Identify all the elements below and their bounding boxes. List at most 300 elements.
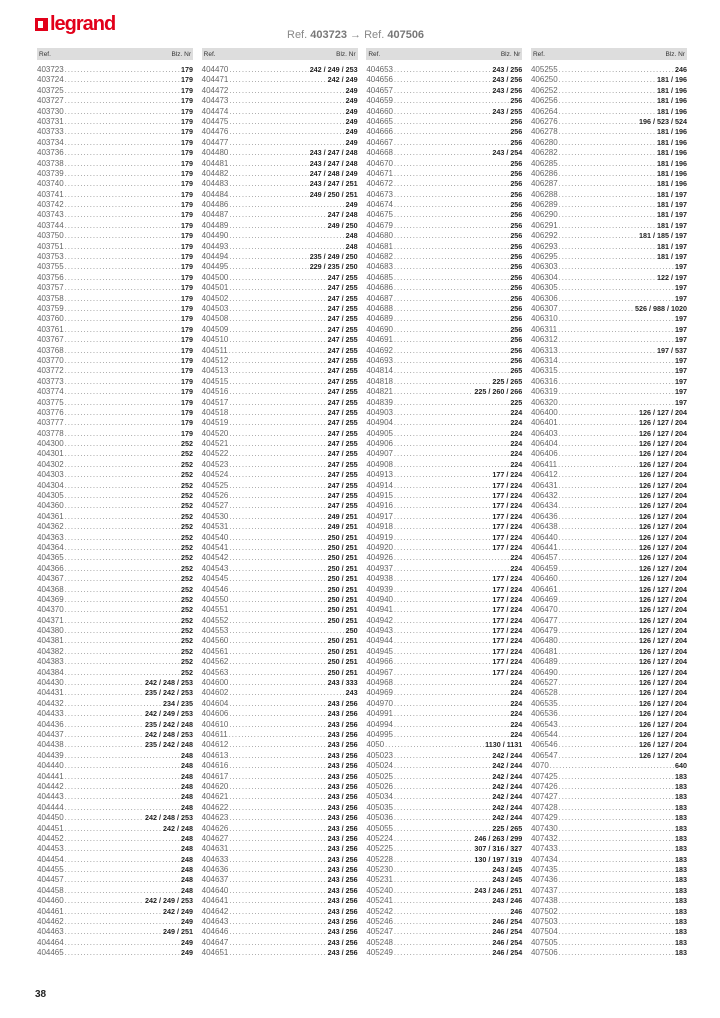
page-reference: 225 [510, 397, 523, 407]
index-row [366, 470, 522, 480]
ref-number: 406527 [530, 678, 558, 688]
dot-leader [559, 160, 656, 170]
index-row [531, 730, 687, 740]
ref-number: 407432 [530, 833, 558, 843]
page-reference: 247 / 255 [327, 324, 358, 334]
ref-number: 404688 [366, 303, 394, 313]
ref-number: 404966 [366, 657, 394, 667]
page-reference: 243 / 256 [327, 927, 358, 937]
ref-number: 404610 [201, 719, 229, 729]
dot-leader [394, 949, 491, 959]
index-row [37, 408, 193, 418]
index-row [366, 574, 522, 584]
page-reference: 197 [674, 262, 687, 272]
index-row [202, 865, 358, 875]
index-row [531, 418, 687, 428]
column-header-page: Blz. Nr [665, 50, 685, 58]
dot-leader [229, 108, 344, 118]
page-reference: 177 / 224 [492, 605, 523, 615]
ref-number: 404941 [366, 605, 394, 615]
ref-number: 404362 [37, 522, 64, 532]
index-row [202, 96, 358, 106]
dot-leader [229, 575, 326, 585]
ref-number: 404305 [37, 491, 64, 501]
ref-number: 404361 [37, 511, 64, 521]
ref-number: 403772 [37, 366, 64, 376]
ref-number: 407430 [530, 823, 558, 833]
index-row [202, 65, 358, 75]
dot-leader [559, 482, 638, 492]
page-reference: 247 / 255 [327, 293, 358, 303]
page-reference: 126 / 127 / 204 [639, 542, 687, 552]
ref-number: 406256 [530, 96, 558, 106]
page-reference: 243 / 255 [492, 106, 523, 116]
index-row [202, 875, 358, 885]
page-reference: 256 [510, 189, 523, 199]
ref-number: 404942 [366, 615, 394, 625]
page-reference: 197 [674, 355, 687, 365]
page-reference: 229 / 235 / 250 [309, 262, 358, 272]
dot-leader [559, 679, 638, 689]
page-reference: 256 [510, 168, 523, 178]
ref-number: 403768 [37, 345, 64, 355]
index-row [37, 439, 193, 449]
dot-leader [229, 295, 326, 305]
page-reference: 252 [181, 615, 193, 625]
page-reference: 252 [181, 470, 193, 480]
dot-leader [229, 471, 326, 481]
ref-number: 407428 [530, 802, 558, 812]
page-reference: 179 [181, 376, 193, 386]
dot-leader [65, 76, 180, 86]
ref-number: 406287 [530, 179, 558, 189]
index-row [37, 751, 193, 761]
ref-number: 404633 [201, 854, 229, 864]
column-header-page: Blz. Nr [171, 50, 191, 58]
dot-leader [394, 679, 509, 689]
ref-number: 407502 [530, 906, 558, 916]
page-reference: 249 [345, 127, 358, 137]
dot-leader [394, 845, 473, 855]
dot-leader [394, 669, 491, 679]
dot-leader [394, 648, 491, 658]
index-row [366, 335, 522, 345]
ref-number: 404656 [366, 75, 394, 85]
index-row [366, 242, 522, 252]
page-reference: 247 / 255 [327, 491, 358, 501]
ref-number: 404431 [37, 688, 64, 698]
index-row [531, 948, 687, 958]
dot-leader [65, 315, 180, 325]
reference-index [37, 48, 687, 959]
page-reference: 250 / 251 [327, 646, 358, 656]
page-reference: 197 [674, 314, 687, 324]
dot-leader [65, 689, 144, 699]
dot-leader [559, 170, 656, 180]
dot-leader [65, 399, 180, 409]
dot-leader [559, 866, 674, 876]
dot-leader [394, 596, 491, 606]
dot-leader [229, 211, 326, 221]
dot-leader [394, 835, 473, 845]
ref-number: 406305 [530, 283, 558, 293]
dot-leader [229, 76, 326, 86]
page-reference: 179 [181, 127, 193, 137]
page-reference: 197 [674, 283, 687, 293]
index-row [202, 159, 358, 169]
index-row [37, 512, 193, 522]
ref-number: 404494 [201, 252, 229, 262]
index-row [366, 418, 522, 428]
page-reference: 247 / 255 [327, 314, 358, 324]
dot-leader [394, 180, 509, 190]
ref-number: 406460 [530, 574, 558, 584]
index-row [366, 740, 522, 750]
dot-leader [229, 482, 326, 492]
index-row [366, 896, 522, 906]
ref-number: 404510 [201, 335, 229, 345]
index-row [202, 844, 358, 854]
dot-leader [65, 773, 180, 783]
ref-number: 404302 [37, 459, 64, 469]
ref-number: 404531 [201, 522, 229, 532]
ref-number: 404443 [37, 792, 64, 802]
page-reference: 179 [181, 366, 193, 376]
index-row [531, 522, 687, 532]
index-row [366, 533, 522, 543]
ref-number: 404917 [366, 511, 394, 521]
dot-leader [394, 804, 491, 814]
dot-leader [394, 118, 509, 128]
dot-leader [229, 222, 326, 232]
dot-leader [65, 180, 180, 190]
ref-number: 404626 [201, 823, 229, 833]
column-header [531, 48, 687, 60]
index-row [202, 647, 358, 657]
index-rows [202, 65, 358, 959]
ref-number: 406477 [530, 615, 558, 625]
ref-number: 406290 [530, 210, 558, 220]
ref-number: 404620 [201, 781, 229, 791]
ref-number: 407437 [530, 885, 558, 895]
page-reference: 256 [510, 335, 523, 345]
page-reference: 179 [181, 252, 193, 262]
index-row [202, 886, 358, 896]
page-reference: 250 / 251 [327, 532, 358, 542]
index-row [37, 262, 193, 272]
dot-leader [229, 87, 344, 97]
dot-leader [65, 637, 180, 647]
ref-number: 406286 [530, 168, 558, 178]
logo-mark-icon [35, 18, 48, 31]
ref-number: 404926 [366, 553, 394, 563]
ref-number: 406311 [530, 324, 558, 334]
index-row [531, 470, 687, 480]
page-reference: 247 / 255 [327, 459, 358, 469]
index-row [531, 335, 687, 345]
index-row [366, 522, 522, 532]
page-reference: 247 / 248 [327, 210, 358, 220]
ref-number: 404937 [366, 563, 394, 573]
ref-number: 404994 [366, 719, 394, 729]
page-reference: 252 [181, 584, 193, 594]
index-row [202, 543, 358, 553]
dot-leader [394, 191, 509, 201]
page-reference: 249 [345, 96, 358, 106]
page-reference: 242 / 249 [163, 906, 193, 916]
page-reference: 224 [510, 730, 523, 739]
page-reference: 177 / 224 [492, 667, 523, 677]
index-row [202, 616, 358, 626]
dot-leader [559, 606, 638, 616]
dot-leader [394, 700, 509, 710]
index-row [202, 782, 358, 792]
index-row [37, 595, 193, 605]
ref-number: 404461 [37, 906, 64, 916]
dot-leader [65, 586, 180, 596]
dot-leader [394, 149, 491, 159]
dot-leader [394, 76, 491, 86]
ref-number: 404550 [201, 594, 229, 604]
ref-number: 404517 [201, 397, 229, 407]
ref-number: 404683 [366, 262, 394, 272]
page-reference: 249 [181, 937, 193, 947]
index-row [37, 117, 193, 127]
index-row [531, 96, 687, 106]
index-row [37, 855, 193, 865]
dot-leader [229, 253, 308, 263]
page-reference: 243 / 256 [327, 885, 358, 895]
index-row [202, 855, 358, 865]
ref-number: 404489 [201, 220, 229, 230]
index-row [37, 938, 193, 948]
ref-number: 404540 [201, 532, 229, 542]
index-row [366, 616, 522, 626]
dot-leader [65, 648, 180, 658]
dot-leader [229, 658, 326, 668]
ref-number: 403727 [37, 96, 64, 106]
index-row [366, 834, 522, 844]
ref-number: 404509 [201, 324, 229, 334]
page-reference: 177 / 224 [492, 522, 523, 532]
page-reference: 243 / 256 [327, 750, 358, 760]
dot-leader [229, 669, 326, 679]
page-reference: 235 / 242 / 248 [145, 740, 193, 750]
dot-leader [559, 835, 674, 845]
page-reference: 252 [181, 646, 193, 656]
index-row [37, 449, 193, 459]
page-reference: 181 / 196 [656, 137, 687, 147]
index-row [366, 252, 522, 262]
page-reference: 183 [674, 771, 687, 781]
ref-number: 406547 [530, 750, 558, 760]
dot-leader [65, 534, 180, 544]
index-row [202, 585, 358, 595]
dot-leader [559, 658, 638, 668]
ref-number: 404502 [201, 293, 229, 303]
dot-leader [558, 461, 638, 471]
index-row [37, 179, 193, 189]
index-row [531, 262, 687, 272]
index-row [366, 647, 522, 657]
page-reference: 179 [181, 158, 193, 168]
ref-number: 404490 [201, 231, 229, 241]
ref-number: 404367 [37, 574, 64, 584]
index-row [202, 792, 358, 802]
page-reference: 246 / 254 [492, 927, 523, 937]
page-reference: 126 / 127 / 204 [639, 698, 687, 708]
index-row [366, 688, 522, 698]
dot-leader [65, 274, 180, 284]
ref-number: 404430 [37, 678, 64, 688]
index-row [531, 616, 687, 626]
page-reference: 183 [674, 823, 687, 833]
index-row [202, 418, 358, 428]
dot-leader [394, 347, 509, 357]
ref-number: 406400 [530, 407, 558, 417]
ref-number: 406401 [530, 418, 558, 428]
dot-leader [559, 741, 638, 751]
index-row [202, 346, 358, 356]
index-row [531, 907, 687, 917]
ref-number: 405036 [366, 813, 394, 823]
ref-number: 403767 [37, 335, 64, 345]
index-row [531, 148, 687, 158]
ref-number: 404562 [201, 657, 229, 667]
dot-leader [65, 232, 180, 242]
dot-leader [229, 336, 326, 346]
index-row [202, 304, 358, 314]
page-reference: 242 / 244 [492, 802, 523, 812]
dot-leader [65, 908, 162, 918]
index-row [202, 242, 358, 252]
ref-number: 406280 [530, 137, 558, 147]
ref-number: 406457 [530, 553, 558, 563]
index-row [37, 252, 193, 262]
ref-number: 406292 [530, 231, 558, 241]
ref-number: 406310 [530, 314, 558, 324]
page-reference: 177 / 224 [492, 574, 523, 584]
page-reference: 243 / 256 [492, 65, 523, 74]
dot-leader [559, 430, 638, 440]
page-reference: 243 / 256 [327, 875, 358, 885]
ref-number: 404515 [201, 376, 229, 386]
dot-leader [229, 887, 326, 897]
page-reference: 250 [345, 626, 358, 636]
index-row [531, 501, 687, 511]
ref-number: 404692 [366, 345, 394, 355]
page-reference: 243 / 256 [492, 85, 523, 95]
page-reference: 126 / 127 / 204 [639, 407, 687, 417]
page-reference: 224 [510, 428, 523, 438]
index-column-4 [531, 48, 687, 959]
index-row [202, 917, 358, 927]
page-reference: 179 [181, 200, 193, 210]
index-row [531, 782, 687, 792]
page-reference: 243 / 256 [327, 833, 358, 843]
page-reference: 247 / 255 [327, 272, 358, 282]
dot-leader [65, 627, 180, 637]
ref-number: 4070 [530, 761, 549, 771]
ref-number: 406436 [530, 511, 558, 521]
ref-number: 404381 [37, 636, 64, 646]
index-row [202, 221, 358, 231]
ref-number: 404622 [201, 802, 229, 812]
page-reference: 197 [674, 293, 687, 303]
dot-leader [559, 191, 656, 201]
ref-number: 406489 [530, 657, 558, 667]
page-reference: 252 [181, 439, 193, 449]
index-row [37, 543, 193, 553]
ref-number: 404659 [366, 96, 394, 106]
ref-number: 406479 [530, 626, 558, 636]
dot-leader [559, 721, 638, 731]
ref-number: 404914 [366, 480, 394, 490]
index-row [366, 159, 522, 169]
page-reference: 243 / 256 [327, 948, 358, 958]
ref-number: 403756 [37, 272, 64, 282]
ref-number: 406293 [530, 241, 558, 251]
dot-leader [559, 617, 638, 627]
page-reference: 256 [510, 293, 523, 303]
index-column-1 [37, 48, 193, 959]
page-reference: 197 [674, 324, 687, 334]
page-reference: 247 / 255 [327, 428, 358, 438]
ref-number: 404616 [201, 761, 229, 771]
index-row [531, 439, 687, 449]
ref-number: 404477 [201, 137, 229, 147]
ref-number: 403753 [37, 252, 64, 262]
ref-number: 403725 [37, 85, 64, 95]
page-reference: 243 / 246 [492, 896, 523, 906]
dot-leader [229, 492, 326, 502]
dot-leader [65, 928, 162, 938]
dot-leader [65, 866, 180, 876]
page-reference: 179 [181, 220, 193, 230]
dot-leader [559, 804, 674, 814]
dot-leader [394, 793, 491, 803]
ref-number: 404839 [366, 397, 394, 407]
page-reference: 248 [181, 885, 193, 895]
page-reference: 256 [510, 200, 523, 210]
index-rows [37, 65, 193, 959]
ref-number: 406470 [530, 605, 558, 615]
index-row [531, 314, 687, 324]
ref-number: 406438 [530, 522, 558, 532]
page-reference: 640 [674, 761, 687, 771]
page-reference: 179 [181, 75, 193, 85]
page-reference: 126 / 127 / 204 [639, 439, 687, 449]
ref-number: 404472 [201, 85, 229, 95]
ref-number: 403751 [37, 241, 64, 251]
ref-number: 404451 [37, 823, 64, 833]
ref-number: 404363 [37, 532, 64, 542]
page-reference: 250 / 251 [327, 584, 358, 594]
dot-leader [229, 149, 308, 159]
page-reference: 252 [181, 605, 193, 615]
page-reference: 242 / 249 / 253 [145, 709, 193, 719]
dot-leader [550, 762, 674, 772]
page-reference: 250 / 251 [327, 605, 358, 615]
ref-number: 404462 [37, 917, 64, 927]
ref-number: 407426 [530, 781, 558, 791]
dot-leader [394, 502, 491, 512]
ref-number: 403759 [37, 303, 64, 313]
index-row [202, 657, 358, 667]
index-row [531, 699, 687, 709]
page-reference: 126 / 127 / 204 [639, 678, 687, 688]
ref-number: 403730 [37, 106, 64, 116]
